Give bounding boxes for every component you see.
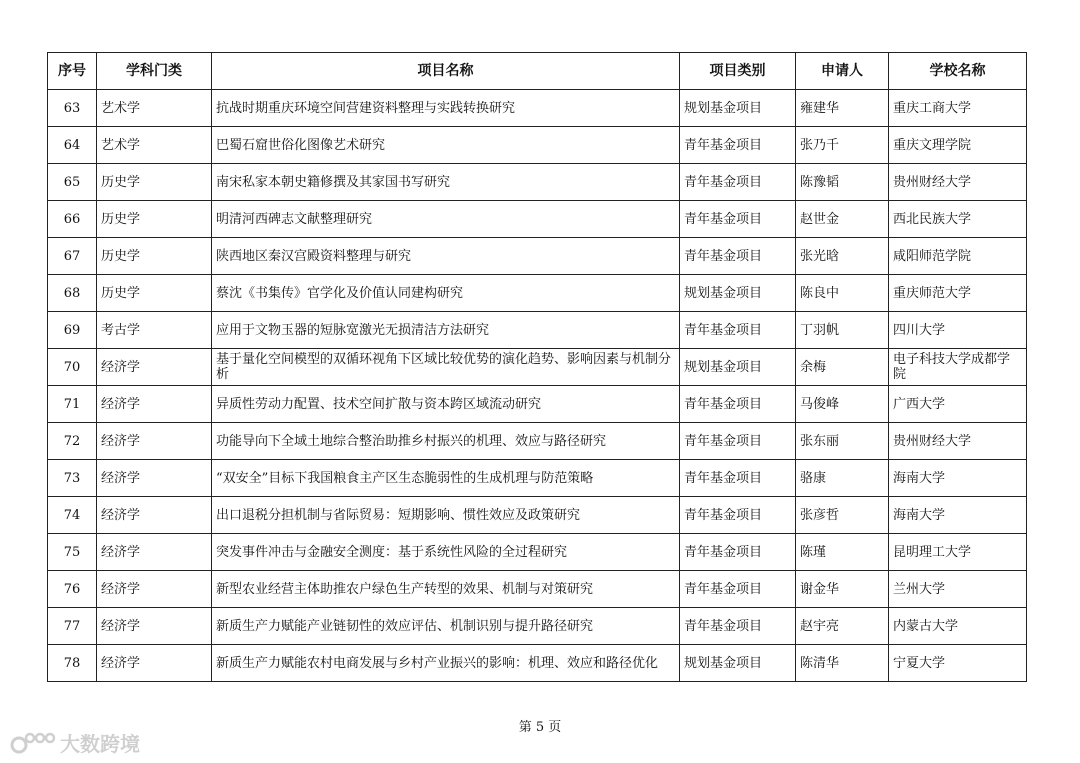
cell-school: 重庆文理学院 — [889, 127, 1027, 164]
cell-school: 贵州财经大学 — [889, 423, 1027, 460]
cell-field: 经济学 — [97, 645, 212, 682]
cell-title: 出口退税分担机制与省际贸易：短期影响、惯性效应及政策研究 — [212, 497, 680, 534]
col-header-applicant: 申请人 — [796, 53, 889, 90]
cell-field: 考古学 — [97, 312, 212, 349]
cell-applicant: 陈豫韬 — [796, 164, 889, 201]
cell-no: 78 — [48, 645, 97, 682]
cell-applicant: 赵世金 — [796, 201, 889, 238]
table-row — [48, 238, 1027, 275]
table-row — [48, 571, 1027, 608]
cell-type: 规划基金项目 — [680, 349, 796, 386]
table-row — [48, 645, 1027, 682]
cell-school: 西北民族大学 — [889, 201, 1027, 238]
table-row — [48, 608, 1027, 645]
cell-title: 巴蜀石窟世俗化图像艺术研究 — [212, 127, 680, 164]
cell-title: 南宋私家本朝史籍修撰及其家国书写研究 — [212, 164, 680, 201]
cell-no: 69 — [48, 312, 97, 349]
table-row — [48, 497, 1027, 534]
cell-field: 经济学 — [97, 423, 212, 460]
cell-school: 兰州大学 — [889, 571, 1027, 608]
col-header-school: 学校名称 — [889, 53, 1027, 90]
cell-no: 74 — [48, 497, 97, 534]
cell-school: 昆明理工大学 — [889, 534, 1027, 571]
cell-applicant: 丁羽帆 — [796, 312, 889, 349]
cell-type: 青年基金项目 — [680, 608, 796, 645]
cell-field: 经济学 — [97, 608, 212, 645]
cell-no: 70 — [48, 349, 97, 386]
cell-title: 新型农业经营主体助推农户绿色生产转型的效果、机制与对策研究 — [212, 571, 680, 608]
cell-type: 青年基金项目 — [680, 127, 796, 164]
table-row — [48, 275, 1027, 312]
header-row — [48, 53, 1027, 90]
cell-no: 65 — [48, 164, 97, 201]
cell-title: 突发事件冲击与金融安全测度：基于系统性风险的全过程研究 — [212, 534, 680, 571]
cell-school: 海南大学 — [889, 460, 1027, 497]
cell-field: 历史学 — [97, 238, 212, 275]
cell-applicant: 谢金华 — [796, 571, 889, 608]
cell-no: 63 — [48, 90, 97, 127]
project-table — [47, 52, 1027, 682]
table-row — [48, 534, 1027, 571]
table-row — [48, 386, 1027, 423]
cell-applicant: 张乃千 — [796, 127, 889, 164]
cell-type: 青年基金项目 — [680, 238, 796, 275]
cell-title: 异质性劳动力配置、技术空间扩散与资本跨区域流动研究 — [212, 386, 680, 423]
cell-field: 经济学 — [97, 386, 212, 423]
table-row — [48, 201, 1027, 238]
table-row — [48, 423, 1027, 460]
cell-field: 历史学 — [97, 164, 212, 201]
watermark-text: 大数跨境 — [60, 732, 140, 756]
cell-no: 77 — [48, 608, 97, 645]
cell-type: 青年基金项目 — [680, 423, 796, 460]
table-row — [48, 164, 1027, 201]
cell-type: 青年基金项目 — [680, 312, 796, 349]
cell-title: 新质生产力赋能产业链韧性的效应评估、机制识别与提升路径研究 — [212, 608, 680, 645]
col-header-title: 项目名称 — [212, 53, 680, 90]
col-header-type: 项目类别 — [680, 53, 796, 90]
cell-type: 规划基金项目 — [680, 645, 796, 682]
cell-no: 73 — [48, 460, 97, 497]
cell-school: 贵州财经大学 — [889, 164, 1027, 201]
cell-no: 72 — [48, 423, 97, 460]
cell-no: 71 — [48, 386, 97, 423]
cell-type: 青年基金项目 — [680, 201, 796, 238]
table-row — [48, 349, 1027, 386]
cell-school: 海南大学 — [889, 497, 1027, 534]
cell-applicant: 陈瑾 — [796, 534, 889, 571]
brand-logo-icon — [10, 730, 56, 756]
cell-no: 67 — [48, 238, 97, 275]
cell-type: 青年基金项目 — [680, 386, 796, 423]
cell-school: 宁夏大学 — [889, 645, 1027, 682]
cell-no: 75 — [48, 534, 97, 571]
table-row — [48, 90, 1027, 127]
cell-no: 68 — [48, 275, 97, 312]
cell-type: 青年基金项目 — [680, 534, 796, 571]
table-row — [48, 127, 1027, 164]
cell-field: 经济学 — [97, 497, 212, 534]
cell-field: 经济学 — [97, 349, 212, 386]
cell-applicant: 余梅 — [796, 349, 889, 386]
cell-title: “双安全”目标下我国粮食主产区生态脆弱性的生成机理与防范策略 — [212, 460, 680, 497]
cell-school: 四川大学 — [889, 312, 1027, 349]
cell-applicant: 雍建华 — [796, 90, 889, 127]
cell-school: 电子科技大学成都学院 — [889, 349, 1027, 386]
cell-field: 经济学 — [97, 460, 212, 497]
col-header-field: 学科门类 — [97, 53, 212, 90]
watermark — [10, 728, 140, 757]
cell-school: 广西大学 — [889, 386, 1027, 423]
cell-title: 蔡沈《书集传》官学化及价值认同建构研究 — [212, 275, 680, 312]
cell-title: 应用于文物玉器的短脉宽激光无损清洁方法研究 — [212, 312, 680, 349]
cell-field: 历史学 — [97, 275, 212, 312]
cell-no: 64 — [48, 127, 97, 164]
cell-title: 新质生产力赋能农村电商发展与乡村产业振兴的影响：机理、效应和路径优化 — [212, 645, 680, 682]
col-header-no: 序号 — [48, 53, 97, 90]
cell-school: 内蒙古大学 — [889, 608, 1027, 645]
cell-type: 青年基金项目 — [680, 460, 796, 497]
cell-applicant: 骆康 — [796, 460, 889, 497]
cell-no: 76 — [48, 571, 97, 608]
cell-applicant: 马俊峰 — [796, 386, 889, 423]
cell-applicant: 张彦哲 — [796, 497, 889, 534]
cell-field: 艺术学 — [97, 90, 212, 127]
cell-school: 重庆工商大学 — [889, 90, 1027, 127]
cell-field: 经济学 — [97, 571, 212, 608]
cell-applicant: 赵宇亮 — [796, 608, 889, 645]
cell-type: 青年基金项目 — [680, 571, 796, 608]
cell-type: 青年基金项目 — [680, 497, 796, 534]
cell-type: 青年基金项目 — [680, 164, 796, 201]
cell-school: 重庆师范大学 — [889, 275, 1027, 312]
table-row — [48, 460, 1027, 497]
cell-applicant: 陈清华 — [796, 645, 889, 682]
cell-applicant: 陈良中 — [796, 275, 889, 312]
cell-title: 陕西地区秦汉宫殿资料整理与研究 — [212, 238, 680, 275]
table-row — [48, 312, 1027, 349]
cell-title: 功能导向下全域土地综合整治助推乡村振兴的机理、效应与路径研究 — [212, 423, 680, 460]
cell-title: 明清河西碑志文献整理研究 — [212, 201, 680, 238]
cell-school: 咸阳师范学院 — [889, 238, 1027, 275]
cell-field: 历史学 — [97, 201, 212, 238]
cell-applicant: 张东丽 — [796, 423, 889, 460]
cell-no: 66 — [48, 201, 97, 238]
page-number: 第 5 页 — [518, 720, 562, 735]
cell-title: 抗战时期重庆环境空间营建资料整理与实践转换研究 — [212, 90, 680, 127]
cell-title: 基于量化空间模型的双循环视角下区域比较优势的演化趋势、影响因素与机制分析 — [212, 349, 680, 386]
cell-field: 经济学 — [97, 534, 212, 571]
cell-type: 规划基金项目 — [680, 275, 796, 312]
cell-applicant: 张光晗 — [796, 238, 889, 275]
cell-field: 艺术学 — [97, 127, 212, 164]
cell-type: 规划基金项目 — [680, 90, 796, 127]
